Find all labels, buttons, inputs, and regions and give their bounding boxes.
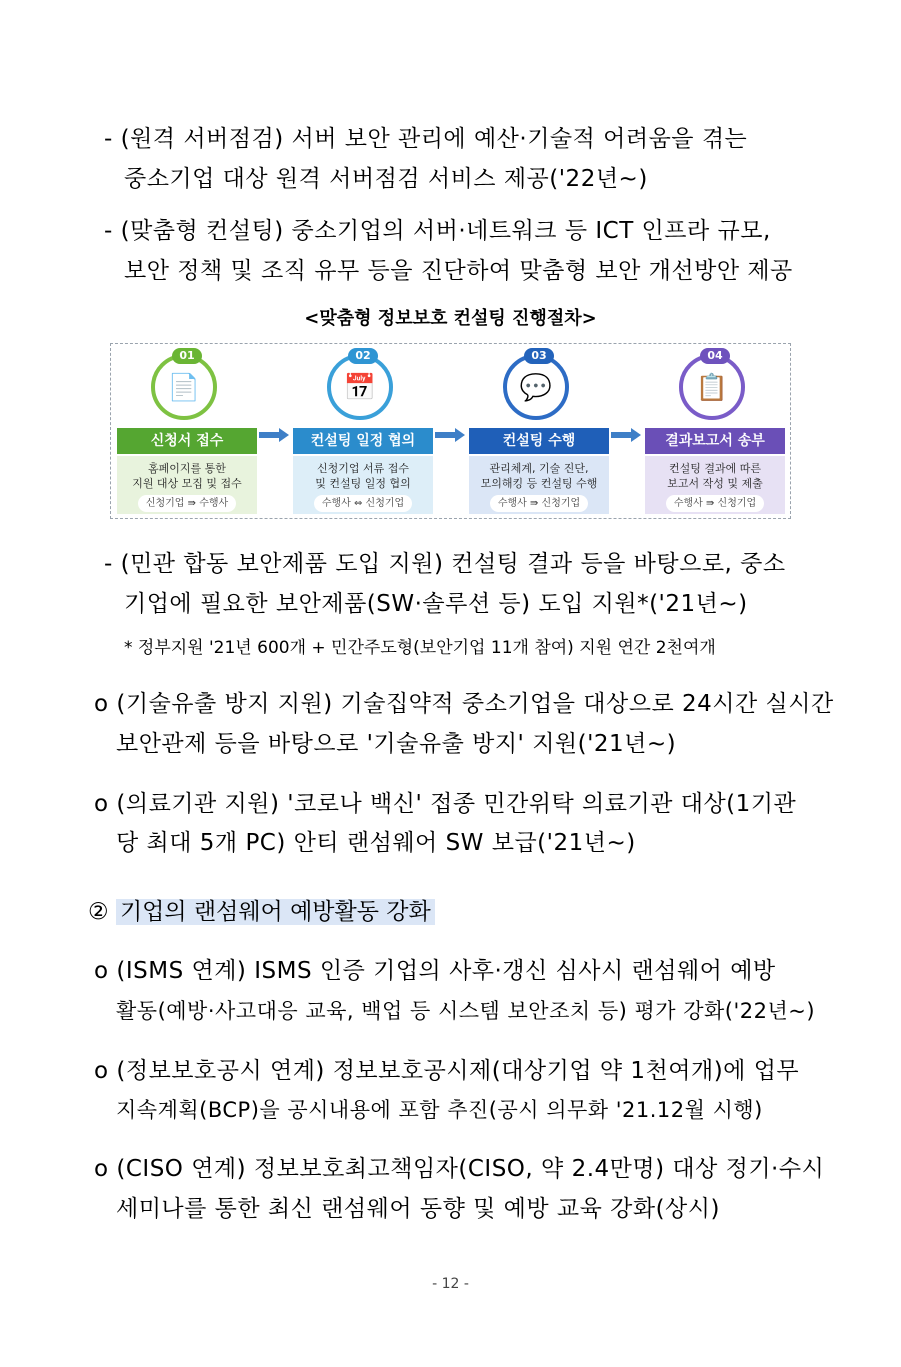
para-disclosure-line1: o (정보보호공시 연계) 정보보호공시제(대상기업 약 1천여개)에 업무: [94, 1058, 800, 1084]
report-icon: 📋: [695, 373, 729, 404]
arrow-icon: [435, 428, 465, 442]
step-description: 컨설팅 결과에 따른 보고서 작성 및 제출 수행사 ⇛ 신청기업: [645, 456, 785, 514]
para-security-product-line1: - (민관 합동 보안제품 도입 지원) 컨설팅 결과 등을 바탕으로, 중소: [104, 551, 786, 577]
para-medical-line1: o (의료기관 지원) '코로나 백신' 접종 민간위탁 의료기관 대상(1기관: [94, 791, 797, 817]
para-disclosure-line2: 지속계획(BCP)을 공시내용에 포함 추진(공시 의무화 '21.12월 시행): [116, 1098, 763, 1122]
step-number-badge: 02: [348, 348, 378, 364]
step-title: 결과보고서 송부: [645, 428, 785, 454]
para-ciso-line1: o (CISO 연계) 정보보호최고책임자(CISO, 약 2.4만명) 대상 정기·수시: [94, 1156, 825, 1182]
arrow-icon: [611, 428, 641, 442]
step-title: 신청서 접수: [117, 428, 257, 454]
step-flow: 신청기업 ⇛ 수행사: [138, 495, 236, 512]
document-check-icon: 📄: [167, 373, 201, 404]
step-number-badge: 03: [524, 348, 554, 364]
step-flow: 수행사 ⇔ 신청기업: [314, 495, 412, 512]
step-number-badge: 04: [700, 348, 730, 364]
diagram-caption: <맞춤형 정보보호 컨설팅 진행절차>: [304, 308, 597, 329]
step-flow: 수행사 ⇛ 신청기업: [666, 495, 764, 512]
para-remote-server-line1: - (원격 서버점검) 서버 보안 관리에 예산·기술적 어려움을 겪는: [104, 126, 748, 152]
para-isms-line2: 활동(예방·사고대응 교육, 백업 등 시스템 보안조치 등) 평가 강화('22년~): [116, 999, 816, 1023]
step-description: 신청기업 서류 접수 및 컨설팅 일정 협의 수행사 ⇔ 신청기업: [293, 456, 433, 514]
step-description: 관리체계, 기술 진단, 모의해킹 등 컨설팅 수행 수행사 ⇛ 신청기업: [469, 456, 609, 514]
process-step-3: [469, 350, 609, 516]
step-title: 컨설팅 일정 협의: [293, 428, 433, 454]
step-description: 홈페이지를 통한 지원 대상 모집 및 접수 신청기업 ⇛ 수행사: [117, 456, 257, 514]
para-remote-server-line2: 중소기업 대상 원격 서버점검 서비스 제공('22년~): [124, 166, 648, 192]
footnote: * 정부지원 '21년 600개 + 민간주도형(보안기업 11개 참여) 지원 연간 2천여개: [124, 638, 716, 658]
step-number-badge: 01: [172, 348, 202, 364]
calendar-icon: 📅: [343, 373, 377, 404]
people-chat-icon: 💬: [519, 373, 553, 404]
process-step-1: [117, 350, 257, 516]
para-custom-consulting-line1: - (맞춤형 컨설팅) 중소기업의 서버·네트워크 등 ICT 인프라 규모,: [104, 218, 771, 244]
section-title: 기업의 랜섬웨어 예방활동 강화: [116, 899, 435, 925]
step-title: 컨설팅 수행: [469, 428, 609, 454]
para-security-product-line2: 기업에 필요한 보안제품(SW·솔루션 등) 도입 지원*('21년~): [124, 591, 748, 617]
para-tech-leak-line2: 보안관제 등을 바탕으로 '기술유출 방지' 지원('21년~): [116, 731, 677, 757]
para-ciso-line2: 세미나를 통한 최신 랜섬웨어 동향 및 예방 교육 강화(상시): [116, 1196, 720, 1222]
para-medical-line2: 당 최대 5개 PC) 안티 랜섬웨어 SW 보급('21년~): [116, 830, 636, 856]
arrow-icon: [259, 428, 289, 442]
page-number: - 12 -: [432, 1276, 469, 1292]
process-step-4: [645, 350, 785, 516]
consulting-process-diagram: [110, 343, 791, 519]
para-custom-consulting-line2: 보안 정책 및 조직 유무 등을 진단하여 맞춤형 보안 개선방안 제공: [124, 258, 793, 284]
para-tech-leak-line1: o (기술유출 방지 지원) 기술집약적 중소기업을 대상으로 24시간 실시간: [94, 691, 834, 717]
step-flow: 수행사 ⇛ 신청기업: [490, 495, 588, 512]
process-step-2: [293, 350, 433, 516]
section-number: ②: [88, 899, 109, 925]
para-isms-line1: o (ISMS 연계) ISMS 인증 기업의 사후·갱신 심사시 랜섬웨어 예방: [94, 958, 776, 984]
section-heading: [88, 896, 435, 928]
